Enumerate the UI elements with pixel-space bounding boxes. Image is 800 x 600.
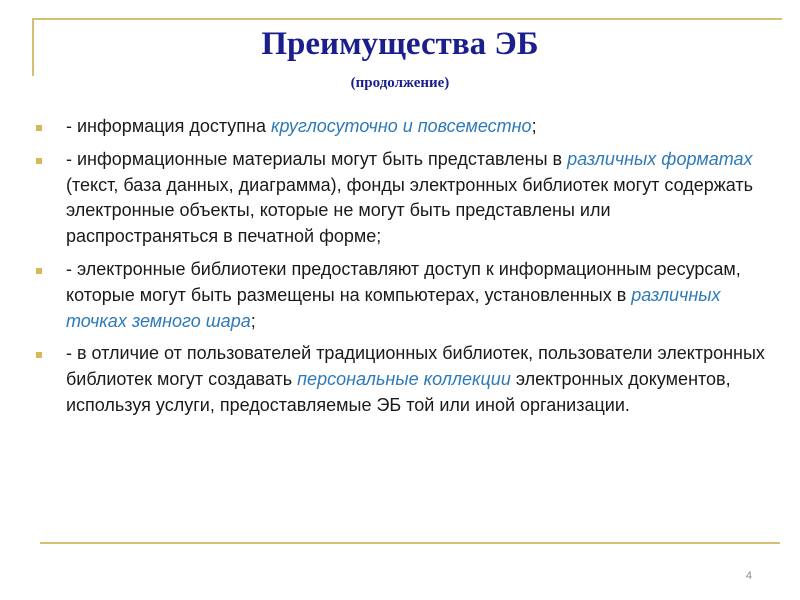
item-text: (текст, база данных, диаграмма), фонды электронных библиотек могут содержать электронные объекты, которые не могут быть представлены или распространяться в печатной форме; xyxy=(66,174,754,247)
frame-top-line xyxy=(32,18,782,20)
square-bullet-icon xyxy=(36,158,42,164)
list-item xyxy=(36,257,766,334)
frame-bottom-line xyxy=(40,542,780,544)
page-number: 4 xyxy=(745,570,752,582)
item-text: ; xyxy=(531,116,537,136)
item-text: - в отличие от пользователей традиционных библиотек, пользователи электронных библиотек могут создавать xyxy=(66,343,765,390)
square-bullet-icon xyxy=(36,125,42,131)
list-item xyxy=(36,147,766,250)
item-text: ; xyxy=(250,310,256,331)
square-bullet-icon xyxy=(36,352,42,358)
item-text: - информация доступна xyxy=(66,116,271,136)
list-item xyxy=(36,341,766,418)
slide-subtitle: (продолжение) xyxy=(350,75,450,91)
item-highlight: персональные коллекции xyxy=(297,369,511,390)
bullet-list xyxy=(36,114,766,426)
item-text: - информационные материалы могут быть представлены в xyxy=(66,148,568,169)
item-text: - электронные библиотеки предоставляют доступ к информационным ресурсам, которые могут быть размещены на компьютерах, установленных в xyxy=(66,258,741,305)
item-text: электронных документов, используя услуги, предоставляемые ЭБ той или иной организации. xyxy=(66,369,731,415)
item-highlight: круглосуточно и повсеместно xyxy=(270,116,532,136)
list-item xyxy=(36,114,766,140)
square-bullet-icon xyxy=(36,268,42,274)
slide-title: Преимущества ЭБ xyxy=(261,26,539,62)
item-highlight: различных точках земного шара xyxy=(66,284,721,331)
item-highlight: различных форматах xyxy=(567,148,753,169)
